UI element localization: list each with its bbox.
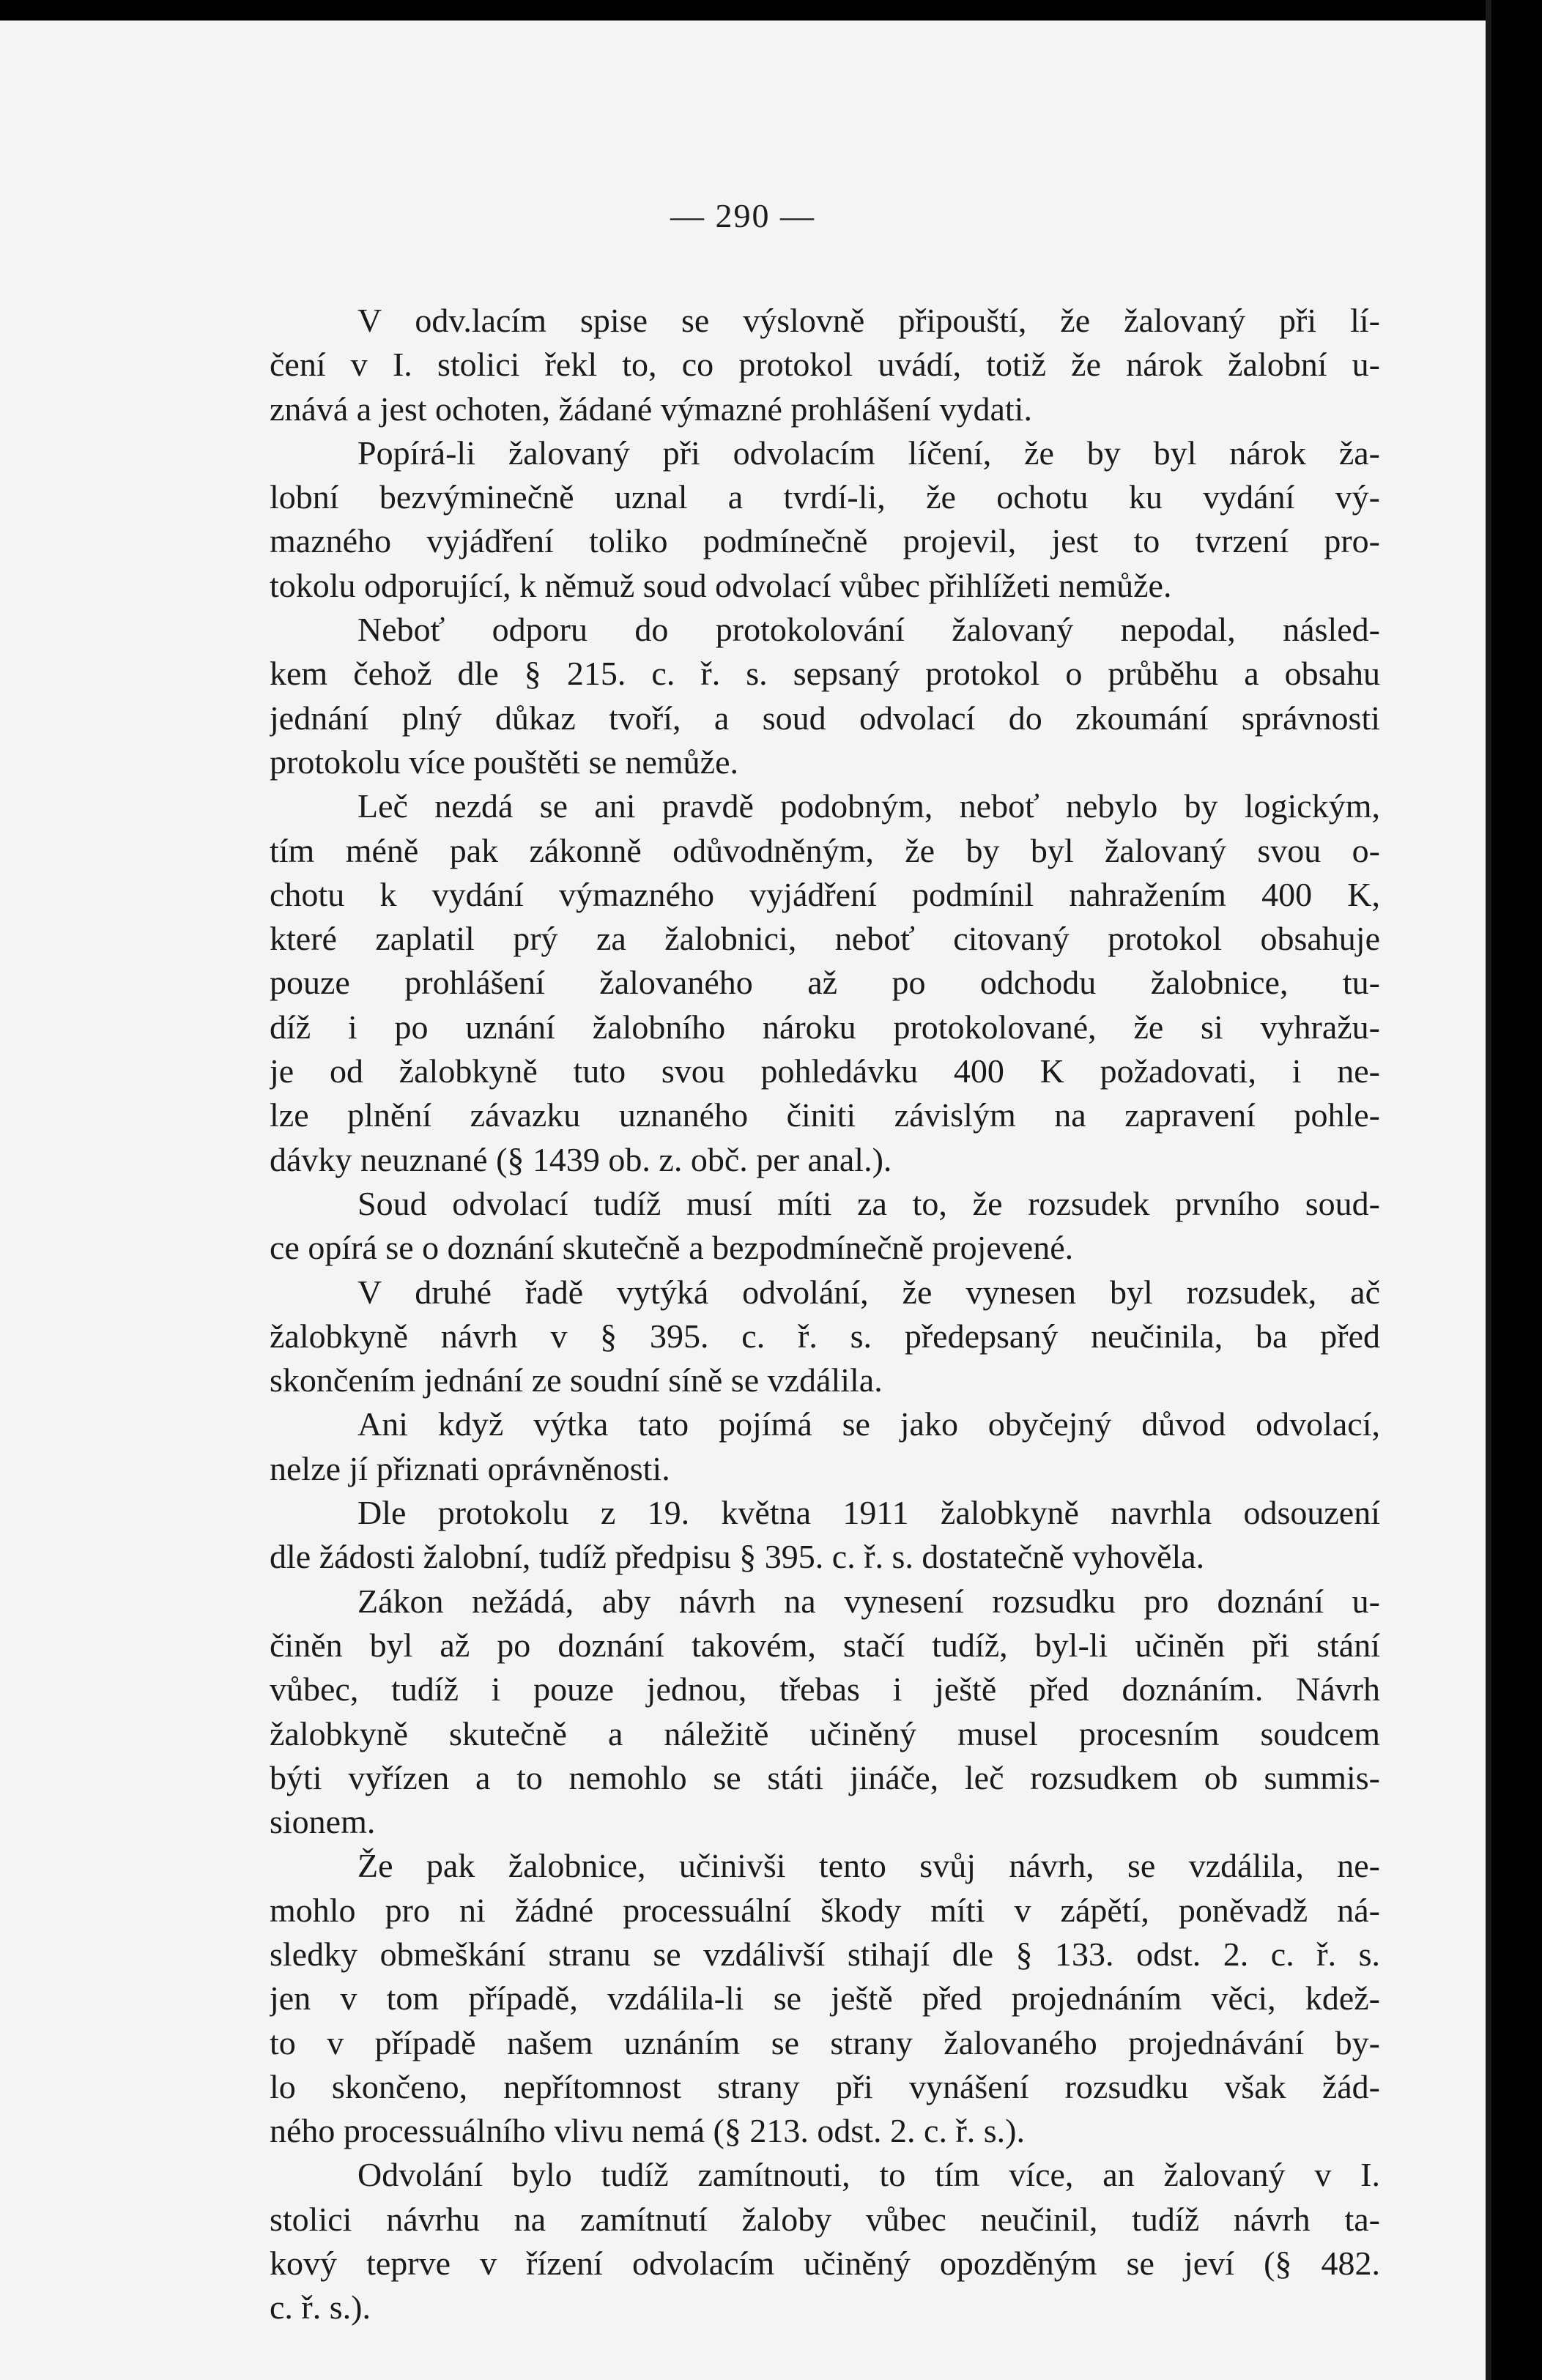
text-line: mohlo pro ni žádné processuální škody míti v zápětí, poněvadž ná- (270, 1891, 1380, 1929)
text-line: čení v I. stolici řekl to, co protokol uvádí, totiž že nárok žalobní u- (270, 346, 1380, 384)
text-line: Neboť odporu do protokolování žalovaný nepodal, násled- (357, 611, 1380, 649)
text-line: pouze prohlášení žalovaného až po odchodu žalobnice, tu- (270, 964, 1380, 1002)
text-line: které zaplatil prý za žalobnici, neboť citovaný protokol obsahuje (270, 920, 1380, 958)
text-line: stolici návrhu na zamítnutí žaloby vůbec neučinil, tudíž návrh ta- (270, 2200, 1380, 2238)
text-line: ce opírá se o doznání skutečně a bezpodmínečně projevené. (270, 1229, 1074, 1267)
book-page (0, 21, 1486, 2380)
text-line: ného processuálního vlivu nemá (§ 213. odst. 2. c. ř. s.). (270, 2112, 1025, 2150)
page-number: — 290 — (670, 197, 815, 234)
page-edge-shadow (1486, 0, 1491, 2380)
text-line: Zákon nežádá, aby návrh na vynesení rozsudku pro doznání u- (357, 1582, 1380, 1620)
text-line: kem čehož dle § 215. c. ř. s. sepsaný protokol o průběhu a obsahu (270, 655, 1380, 693)
text-line: Odvolání bylo tudíž zamítnouti, to tím více, an žalovaný v I. (357, 2156, 1380, 2194)
text-line: to v případě našem uznáním se strany žalovaného projednávání by- (270, 2023, 1380, 2061)
text-line: jen v tom případě, vzdálila-li se ještě před projednáním věci, kdež- (270, 1979, 1380, 2018)
text-line: sledky obmeškání stranu se vzdálivší stihají dle § 133. odst. 2. c. ř. s. (270, 1935, 1380, 1973)
text-line: Leč nezdá se ani pravdě podobným, neboť nebylo by logickým, (357, 787, 1380, 825)
text-line: býti vyřízen a to nemohlo se státi jináče, leč rozsudkem ob summis- (270, 1758, 1380, 1796)
text-line: mazného vyjádření toliko podmínečně projevil, jest to tvrzení pro- (270, 522, 1380, 560)
body-text (270, 299, 1380, 2330)
text-line: sionem. (270, 1803, 376, 1841)
text-line: Dle protokolu z 19. května 1911 žalobkyně navrhla odsouzení (357, 1494, 1380, 1532)
text-line: Že pak žalobnice, učinivši tento svůj návrh, se vzdálila, ne- (357, 1847, 1380, 1885)
text-line: je od žalobkyně tuto svou pohledávku 400 K požadovati, i ne- (270, 1052, 1380, 1090)
text-line: dle žádosti žalobní, tudíž předpisu § 395. c. ř. s. dostatečně vyhověla. (270, 1538, 1205, 1576)
text-line: V odv.lacím spise se výslovně připouští, že žalovaný při lí- (357, 302, 1380, 339)
text-line: činěn byl až po doznání takovém, stačí tudíž, byl-li učiněn při stání (270, 1626, 1380, 1664)
text-line: protokolu více pouštěti se nemůže. (270, 743, 739, 781)
text-line: dávky neuznané (§ 1439 ob. z. obč. per anal.). (270, 1140, 892, 1178)
text-line: nelze jí přiznati oprávněnosti. (270, 1449, 670, 1487)
text-line: lo skončeno, nepřítomnost strany při vynášení rozsudku však žád- (270, 2067, 1380, 2105)
text-line: kový teprve v řízení odvolacím učiněný opozděným se jeví (§ 482. (270, 2245, 1380, 2283)
text-line: skončením jednání ze soudní síně se vzdálila. (270, 1361, 883, 1399)
text-line: lobní bezvýminečně uznal a tvrdí-li, že ochotu ku vydání vý- (270, 478, 1380, 516)
text-line: c. ř. s.). (270, 2288, 371, 2327)
text-line: Popírá-li žalovaný při odvolacím líčení, že by byl nárok ža- (357, 434, 1380, 472)
text-line: znává a jest ochoten, žádané výmazné prohlášení vydati. (270, 390, 1032, 428)
text-line: chotu k vydání výmazného vyjádření podmínil nahražením 400 K, (270, 875, 1380, 913)
text-line: díž i po uznání žalobního nároku protokolované, že si vyhražu- (270, 1008, 1380, 1046)
text-line: tokolu odporující, k němuž soud odvolací vůbec přihlížeti nemůže. (270, 566, 1172, 604)
text-line: žalobkyně skutečně a náležitě učiněný musel procesním soudcem (270, 1714, 1380, 1752)
text-line: V druhé řadě vytýká odvolání, že vynesen byl rozsudek, ač (357, 1273, 1380, 1311)
text-line: jednání plný důkaz tvoří, a soud odvolací do zkoumání správnosti (270, 699, 1380, 737)
text-line: lze plnění závazku uznaného činiti závislým na zapravení pohle- (270, 1096, 1380, 1134)
text-line: vůbec, tudíž i pouze jednou, třebas i ještě před doznáním. Návrh (270, 1670, 1380, 1708)
text-line: tím méně pak zákonně odůvodněným, že by byl žalovaný svou o- (270, 831, 1380, 869)
text-line: Soud odvolací tudíž musí míti za to, že rozsudek prvního soud- (357, 1184, 1380, 1222)
text-line: žalobkyně návrh v § 395. c. ř. s. předepsaný neučinila, ba před (270, 1317, 1380, 1355)
text-line: Ani když výtka tato pojímá se jako obyčejný důvod odvolací, (357, 1405, 1380, 1443)
